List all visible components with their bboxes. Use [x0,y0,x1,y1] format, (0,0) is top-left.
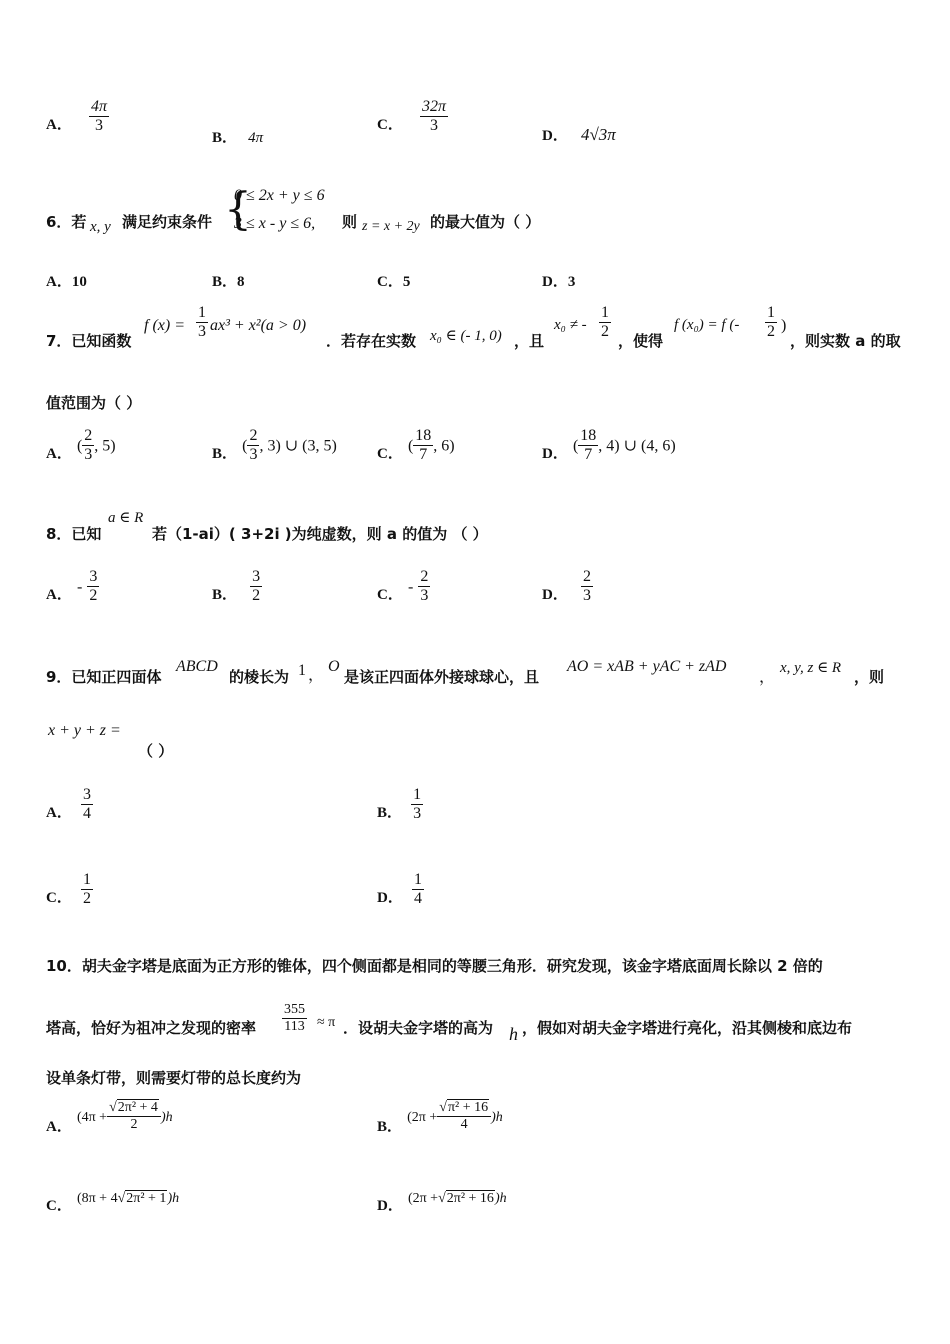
x0-condition: x₀ ≠ - [554,317,587,333]
q10-stem-line3: 设单条灯带，则需要灯带的总长度约为 [46,1069,302,1087]
comma: ， [308,667,325,684]
option-label: B． [212,446,238,463]
real-condition: x, y, z ∈ R [780,660,842,676]
q10-stem-line2 [46,1002,916,1048]
expression: )h [167,1191,180,1206]
paren: ( [242,437,248,455]
separator: ， [759,669,776,686]
radicand: 2π² + 16 [446,1191,494,1206]
variables: x, y [90,219,111,235]
sum-expression: x + y + z = [48,722,121,739]
q7-option-d [542,427,676,465]
question-mid: 的棱长为 [229,668,290,686]
question-suffix: 的最大值为（ ） [430,213,541,231]
paren: ( [76,437,83,455]
option-label: D． [377,890,403,907]
fraction: $\frac{18}{7}$ [580,427,597,464]
interval-rest: , 4) ∪ (4, 6) [598,437,676,455]
fraction: $\frac{2}{3}$ [84,427,93,464]
option-label: C． [46,1198,72,1214]
q10-option-b [377,1100,503,1136]
q9-option-c [46,871,93,909]
option-label: D． [377,1198,403,1214]
option-label: D． [542,128,568,144]
height-var: h [509,1024,518,1044]
q7-option-c [377,427,455,465]
paren: ( [407,437,414,455]
fraction: $\frac{\text{√π² + 16}}{4}$ [437,1100,491,1133]
question-suffix: ，则实数 a 的取 [790,332,901,350]
option-label: C． [377,117,403,134]
function-rhs: ax³ + x²(a > 0) [210,317,307,334]
constraint-2: 3 ≤ x - y ≤ 6, [234,215,316,232]
constraint-brace: { [224,184,252,235]
fraction: $\frac{32\pi}{3}$ [421,98,446,135]
option-label: C． [377,587,403,604]
q10-option-a [46,1100,173,1136]
question-then: 则 [342,213,358,231]
x0-domain: x₀ ∈ (- 1, 0) [430,328,502,344]
option-label: B． [212,587,238,604]
question-mid: 满足约束条件 [122,213,213,231]
option-value: 4√3π [580,125,616,144]
q8-option-a [46,568,99,606]
q6-option-b: B．8 [212,274,245,290]
option-label: B． [377,1119,403,1136]
option-label: A． [46,805,72,822]
expression: (2π + [407,1191,439,1206]
question-prefix: 8．已知 [46,525,102,543]
q5-option-c [377,98,448,136]
paren: ( [572,437,579,455]
fraction: $\frac{355}{113}$ [284,1002,305,1035]
objective: z = x + 2y [362,219,420,234]
expression: (2π + [407,1110,438,1126]
question-mid: 是该正四面体外接球球心，且 [344,668,540,686]
question-prefix: 7．已知函数 [46,332,132,350]
fraction: $\frac{2}{3}$ [249,427,258,464]
sign: - [76,578,83,596]
question-suffix: 若（1-ai）( 3+2i )为纯虚数，则 a 的值为 （ ） [152,525,488,543]
equation-lhs: f (x₀) = f (- [674,317,740,333]
fraction: $\frac{1}{2}$ [767,304,775,341]
vector-equation: AO = xAB + yAC + zAD [567,658,727,675]
answer-paren: （ ） [138,742,174,760]
expression: )h [491,1110,503,1126]
question-prefix: 6．若 [46,213,87,231]
expression: )h [494,1191,507,1206]
option-label: B． [377,805,403,822]
option-label: A． [46,446,72,463]
q8-option-d [542,568,593,606]
q5-option-d [542,124,616,145]
q7-stem [46,304,916,354]
question-mid: ，使得 [618,332,664,350]
interval-rest: , 6) [433,437,455,455]
fraction: $\frac{1}{4}$ [413,871,422,908]
option-label: C． [46,890,72,907]
question-prefix: 9．已知正四面体 [46,668,162,686]
interval-rest: , 5) [94,437,116,455]
expression: )h [160,1110,173,1126]
q7-option-b [212,427,337,465]
q9-option-a [46,786,93,824]
question-text: 塔高，恰好为祖冲之发现的密率 [46,1019,257,1037]
q9-option-d [377,871,424,909]
radicand: π² + 16 [447,1100,489,1115]
q10-option-c: C． (8π + 4√2π² + 1)h [46,1191,180,1214]
expression: (8π + 4 [76,1191,118,1206]
equation-close: ) [781,317,787,334]
question-mid: ，且 [514,332,545,350]
fraction: $\frac{18}{7}$ [415,427,432,464]
condition: a ∈ R [108,510,144,526]
fraction: $\frac{3}{2}$ [252,568,261,605]
question-suffix: ，则 [854,668,885,686]
q9-option-b [377,786,423,824]
q5-option-a [46,98,109,136]
option-label: A． [46,117,72,134]
fraction: $\frac{1}{2}$ [601,304,609,341]
fraction: $\frac{4\pi}{3}$ [90,98,107,135]
option-label: C． [377,446,403,463]
function-lhs: f (x) = [144,317,185,334]
center-point: O [328,658,340,675]
q6-option-a: A．10 [46,274,87,290]
fraction: $\frac{1}{3}$ [198,304,206,341]
q7-stem-line2: 值范围为（ ） [46,394,142,412]
fraction: $\frac{1}{3}$ [413,786,422,823]
interval-rest: , 3) ∪ (3, 5) [259,437,337,455]
fraction: $\frac{\text{√2π² + 4}}{2}$ [107,1100,161,1133]
fraction: $\frac{2}{3}$ [582,568,591,605]
q10-stem-line1: 10．胡夫金字塔是底面为正方形的锥体，四个侧面都是相同的等腰三角形．研究发现，该金字塔底面周长除以 2 倍的 [46,957,823,975]
edge-length: 1 [298,662,306,679]
question-text: ，假如对胡夫金字塔进行亮化，沿其侧棱和底边布 [522,1019,853,1037]
radicand: 2π² + 4 [117,1100,158,1115]
q9-stem [46,656,916,690]
tetrahedron: ABCD [176,658,218,675]
q5-option-b [212,126,263,147]
q6-option-d: D．3 [542,274,576,290]
fraction: $\frac{2}{3}$ [420,568,429,605]
approx-pi: ≈ π [317,1015,336,1030]
fraction: $\frac{1}{2}$ [82,871,91,908]
q10-option-d: D． (2π +√2π² + 16)h [377,1191,507,1214]
option-label: A． [46,587,72,604]
expression: (4π + [76,1110,108,1126]
option-label: A． [46,1119,72,1136]
question-text: ．设胡夫金字塔的高为 [343,1019,494,1037]
q8-option-b [212,568,262,606]
constraint-1: 0 ≤ 2x + y ≤ 6 [234,187,325,204]
q6-option-c: C．5 [377,274,411,290]
question-mid: ．若存在实数 [326,332,417,350]
fraction: $\frac{3}{4}$ [82,786,91,823]
option-label: B． [212,130,238,146]
option-value: 4π [248,130,264,146]
option-label: D． [542,587,568,604]
sign: - [407,578,414,596]
q8-option-c [377,568,430,606]
option-label: D． [542,446,568,463]
radicand: 2π² + 1 [126,1191,167,1206]
q7-option-a [46,427,116,465]
fraction: $\frac{3}{2}$ [89,568,98,605]
